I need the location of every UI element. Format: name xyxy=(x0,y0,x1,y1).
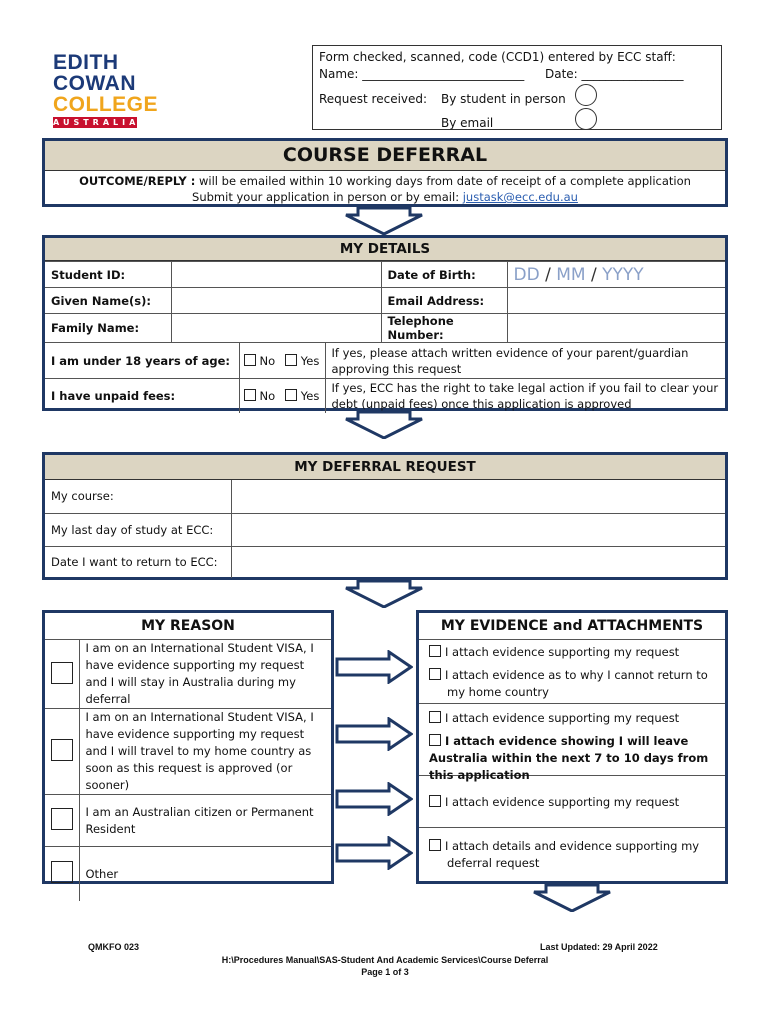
email-link[interactable]: justask@ecc.edu.au xyxy=(462,190,578,204)
telephone-input[interactable] xyxy=(507,314,725,343)
evidence-4-checkbox[interactable] xyxy=(429,839,441,851)
dob-input[interactable] xyxy=(507,262,725,288)
reason-4-text: Other xyxy=(79,847,331,901)
given-names-label: Given Name(s): xyxy=(45,288,171,314)
reason-2-text: I am on an International Student VISA, I have evidence supporting my request and I will travel to my home country as soon as this request is approved (or sooner) xyxy=(79,709,331,795)
outcome-label: OUTCOME/REPLY : xyxy=(79,174,196,188)
my-deferral-request-section xyxy=(42,452,728,580)
reason-1-checkbox[interactable] xyxy=(51,662,73,684)
outcome-text xyxy=(45,173,725,205)
page-title: COURSE DEFERRAL xyxy=(45,141,725,171)
my-details-section xyxy=(42,235,728,411)
email-address-label: Email Address: xyxy=(381,288,507,314)
email-address-input[interactable] xyxy=(507,288,725,314)
logo-line-3: COLLEGE xyxy=(53,93,159,116)
evidence-4-text: I attach details and evidence supporting my deferral request xyxy=(445,839,700,870)
evidence-3-text: I attach evidence supporting my request xyxy=(445,795,680,809)
evidence-group-4 xyxy=(419,828,725,882)
evidence-1b-text: I attach evidence as to why I cannot return to my home country xyxy=(445,668,708,699)
unpaid-fees-no-label: No xyxy=(259,388,276,403)
my-evidence-section xyxy=(416,610,728,884)
telephone-label: Telephone Number: xyxy=(381,314,507,343)
form-code: QMKFO 023 xyxy=(88,942,140,952)
file-path: H:\Procedures Manual\SAS-Student And Academic Services\Course Deferral xyxy=(221,955,549,965)
right-arrow-icon xyxy=(335,836,413,870)
under-18-options xyxy=(239,343,325,379)
dob-mm: MM xyxy=(556,264,586,285)
evidence-2a-text: I attach evidence supporting my request xyxy=(445,711,680,725)
last-day-label: My last day of study at ECC: xyxy=(45,513,231,546)
family-name-input[interactable] xyxy=(171,314,381,343)
last-day-input[interactable] xyxy=(231,513,725,546)
under-18-no-checkbox[interactable] xyxy=(244,354,256,366)
outcome-body: will be emailed within 10 working days from date of receipt of a complete application xyxy=(195,174,691,188)
dob-sep-1: / xyxy=(545,264,551,285)
right-arrow-icon xyxy=(335,717,413,751)
return-date-label: Date I want to return to ECC: xyxy=(45,546,231,578)
evidence-2b-checkbox[interactable] xyxy=(429,734,441,746)
evidence-2b-text: I attach evidence showing I will leave Australia within the next 7 to 10 days from this application xyxy=(429,734,709,782)
my-evidence-title: MY EVIDENCE and ATTACHMENTS xyxy=(419,613,725,640)
course-deferral-section xyxy=(42,138,728,207)
return-date-input[interactable] xyxy=(231,546,725,578)
under-18-note: If yes, please attach written evidence of your parent/guardian approving this request xyxy=(325,343,725,379)
option-in-person-radio[interactable] xyxy=(575,84,597,106)
dob-yyyy: YYYY xyxy=(602,264,644,285)
evidence-1b-checkbox[interactable] xyxy=(429,668,441,680)
evidence-1a-text: I attach evidence supporting my request xyxy=(445,645,680,659)
under-18-no-label: No xyxy=(259,353,276,368)
unpaid-fees-note: If yes, ECC has the right to take legal action if you fail to clear your debt (unpaid fees) once this application is approved xyxy=(325,379,725,413)
option-email-radio[interactable] xyxy=(575,108,597,130)
my-details-title: MY DETAILS xyxy=(45,238,725,261)
down-arrow-icon xyxy=(532,884,612,912)
reason-2-checkbox[interactable] xyxy=(51,739,73,761)
staff-name-field[interactable]: Name: ___________________________ xyxy=(319,67,525,81)
reason-3-text: I am an Australian citizen or Permanent Resident xyxy=(79,795,331,847)
dob-label: Date of Birth: xyxy=(381,262,507,288)
unpaid-fees-yes-label: Yes xyxy=(300,388,320,403)
reason-4-cell xyxy=(45,847,79,901)
option-email-label: By email xyxy=(441,116,494,130)
right-arrow-icon xyxy=(335,650,413,684)
unpaid-fees-label: I have unpaid fees: xyxy=(45,379,239,413)
dob-dd: DD xyxy=(513,264,540,285)
dob-sep-2: / xyxy=(591,264,597,285)
my-reason-section xyxy=(42,610,334,884)
down-arrow-icon xyxy=(344,207,424,235)
staff-checked-text: Form checked, scanned, code (CCD1) entered by ECC staff: xyxy=(319,50,676,64)
logo-line-1: EDITH xyxy=(53,51,119,74)
student-id-input[interactable] xyxy=(171,262,381,288)
reason-2-cell xyxy=(45,709,79,795)
under-18-yes-label: Yes xyxy=(300,353,320,368)
logo-line-4: AUSTRALIA xyxy=(53,118,140,127)
request-received-label: Request received: xyxy=(319,92,428,106)
evidence-3-checkbox[interactable] xyxy=(429,795,441,807)
page-number: Page 1 of 3 xyxy=(361,967,409,977)
under-18-yes-checkbox[interactable] xyxy=(285,354,297,366)
given-names-input[interactable] xyxy=(171,288,381,314)
evidence-1a-checkbox[interactable] xyxy=(429,645,441,657)
reason-3-checkbox[interactable] xyxy=(51,808,73,830)
down-arrow-icon xyxy=(344,580,424,608)
reason-1-text: I am on an International Student VISA, I have evidence supporting my request and I will stay in Australia during my deferral xyxy=(79,640,331,709)
down-arrow-icon xyxy=(344,411,424,439)
my-reason-title: MY REASON xyxy=(45,613,331,640)
under-18-label: I am under 18 years of age: xyxy=(45,343,239,379)
evidence-2a-checkbox[interactable] xyxy=(429,711,441,723)
ecc-logo xyxy=(53,51,159,128)
unpaid-fees-options xyxy=(239,379,325,413)
staff-date-field[interactable]: Date: _________________ xyxy=(545,67,684,81)
evidence-group-1 xyxy=(419,640,725,704)
reason-3-cell xyxy=(45,795,79,847)
my-course-input[interactable] xyxy=(231,480,725,513)
logo-line-2: COWAN xyxy=(53,72,136,95)
family-name-label: Family Name: xyxy=(45,314,171,343)
last-updated: Last Updated: 29 April 2022 xyxy=(540,942,658,952)
my-course-label: My course: xyxy=(45,480,231,513)
unpaid-fees-no-checkbox[interactable] xyxy=(244,389,256,401)
submit-text: Submit your application in person or by email: xyxy=(192,190,463,204)
reason-4-checkbox[interactable] xyxy=(51,861,73,883)
reason-1-cell xyxy=(45,640,79,709)
right-arrow-icon xyxy=(335,782,413,816)
student-id-label: Student ID: xyxy=(45,262,171,288)
unpaid-fees-yes-checkbox[interactable] xyxy=(285,389,297,401)
staff-use-box xyxy=(312,45,722,130)
deferral-request-title: MY DEFERRAL REQUEST xyxy=(45,455,725,480)
evidence-group-2 xyxy=(419,704,725,782)
option-in-person-label: By student in person xyxy=(441,92,566,106)
